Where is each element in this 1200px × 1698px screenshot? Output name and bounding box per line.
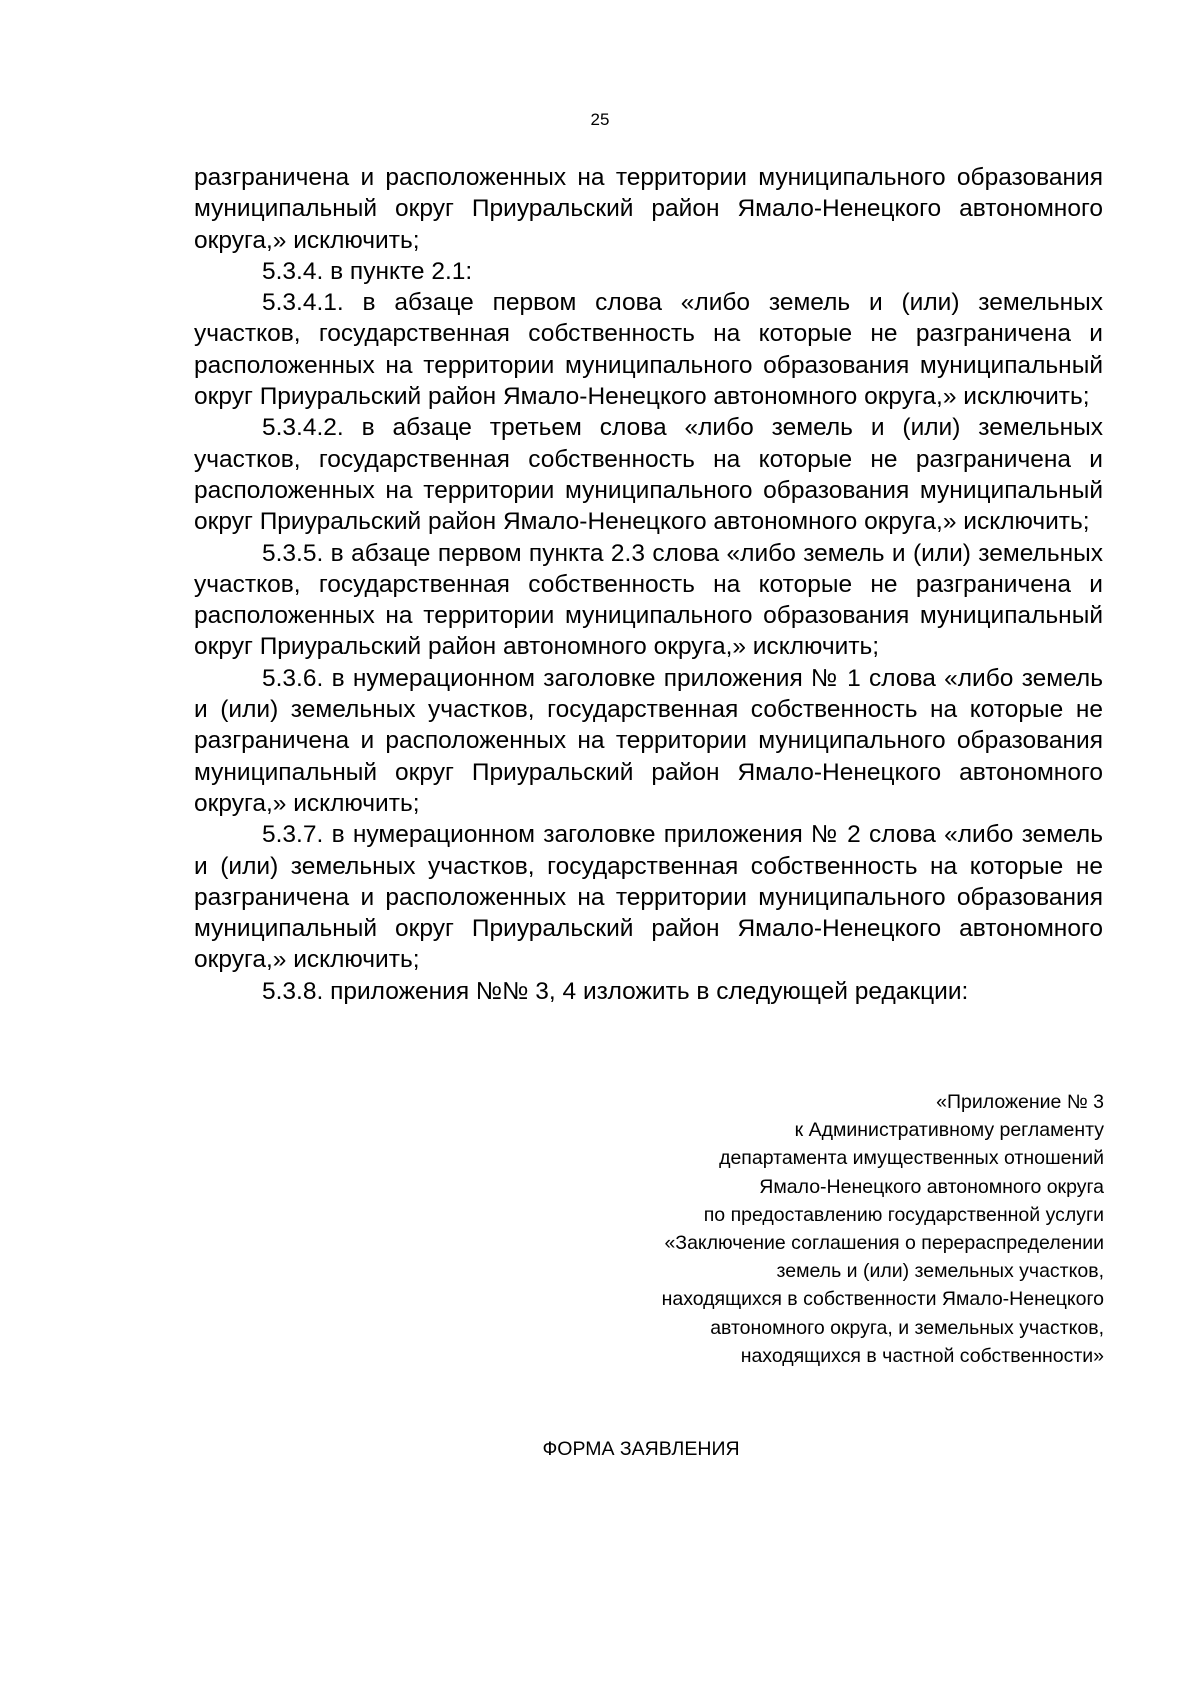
appendix-line: находящихся в собственности Ямало-Ненецкого xyxy=(661,1288,1104,1311)
appendix-line: «Приложение № 3 xyxy=(936,1091,1104,1113)
paragraph-5-3-5: 5.3.5. в абзаце первом пункта 2.3 слова «либо земель и (или) земельных участков, государственная собственность на которые не разграничена и расположенных на территории муниципального образования муниципальный округ Приуральский район автономного округа,» исключить; xyxy=(194,539,1103,661)
paragraph-continuation: разграничена и расположенных на территории муниципального образования муниципальный округ Приуральский район Ямало-Ненецкого автономного округа,» исключить; xyxy=(194,164,1103,254)
paragraph-5-3-4: 5.3.4. в пункте 2.1: xyxy=(262,257,473,285)
appendix-line: земель и (или) земельных участков, xyxy=(776,1260,1104,1283)
appendix-line: Ямало-Ненецкого автономного округа xyxy=(759,1175,1104,1198)
appendix-line: находящихся в частной собственности» xyxy=(740,1344,1104,1367)
appendix-line: «Заключение соглашения о перераспределении xyxy=(664,1232,1104,1255)
paragraph-5-3-6: 5.3.6. в нумерационном заголовке приложения № 1 слова «либо земель и (или) земельных участков, государственная собственность на которые не разграничена и расположенных на территории муниципального образования муниципальный округ Приуральский район Ямало-Ненецкого автономного округа,» исключить; xyxy=(194,664,1103,817)
appendix-line: к Административному регламенту xyxy=(794,1119,1104,1142)
paragraph-5-3-8: 5.3.8. приложения №№ 3, 4 изложить в следующей редакции: xyxy=(262,977,969,1005)
document-body xyxy=(194,162,1103,1007)
page-number: 25 xyxy=(590,110,610,129)
paragraph-5-3-4-2: 5.3.4.2. в абзаце третьем слова «либо земель и (или) земельных участков, государственная собственность на которые не разграничена и расположенных на территории муниципального образования муниципальный округ Приуральский район Ямало-Ненецкого автономного округа,» исключить; xyxy=(194,414,1103,536)
form-title: ФОРМА ЗАЯВЛЕНИЯ xyxy=(542,1438,740,1460)
appendix-line: автономного округа, и земельных участков, xyxy=(710,1316,1104,1339)
appendix-header xyxy=(560,1088,1104,1370)
paragraph-5-3-7: 5.3.7. в нумерационном заголовке приложения № 2 слова «либо земель и (или) земельных участков, государственная собственность на которые не разграничена и расположенных на территории муниципального образования муниципальный округ Приуральский район Ямало-Ненецкого автономного округа,» исключить; xyxy=(194,821,1103,974)
appendix-line: департамента имущественных отношений xyxy=(719,1147,1104,1170)
paragraph-5-3-4-1: 5.3.4.1. в абзаце первом слова «либо земель и (или) земельных участков, государственная собственность на которые не разграничена и расположенных на территории муниципального образования муниципальный округ Приуральский район Ямало-Ненецкого автономного округа,» исключить; xyxy=(194,289,1103,411)
appendix-line: по предоставлению государственной услуги xyxy=(703,1203,1104,1226)
